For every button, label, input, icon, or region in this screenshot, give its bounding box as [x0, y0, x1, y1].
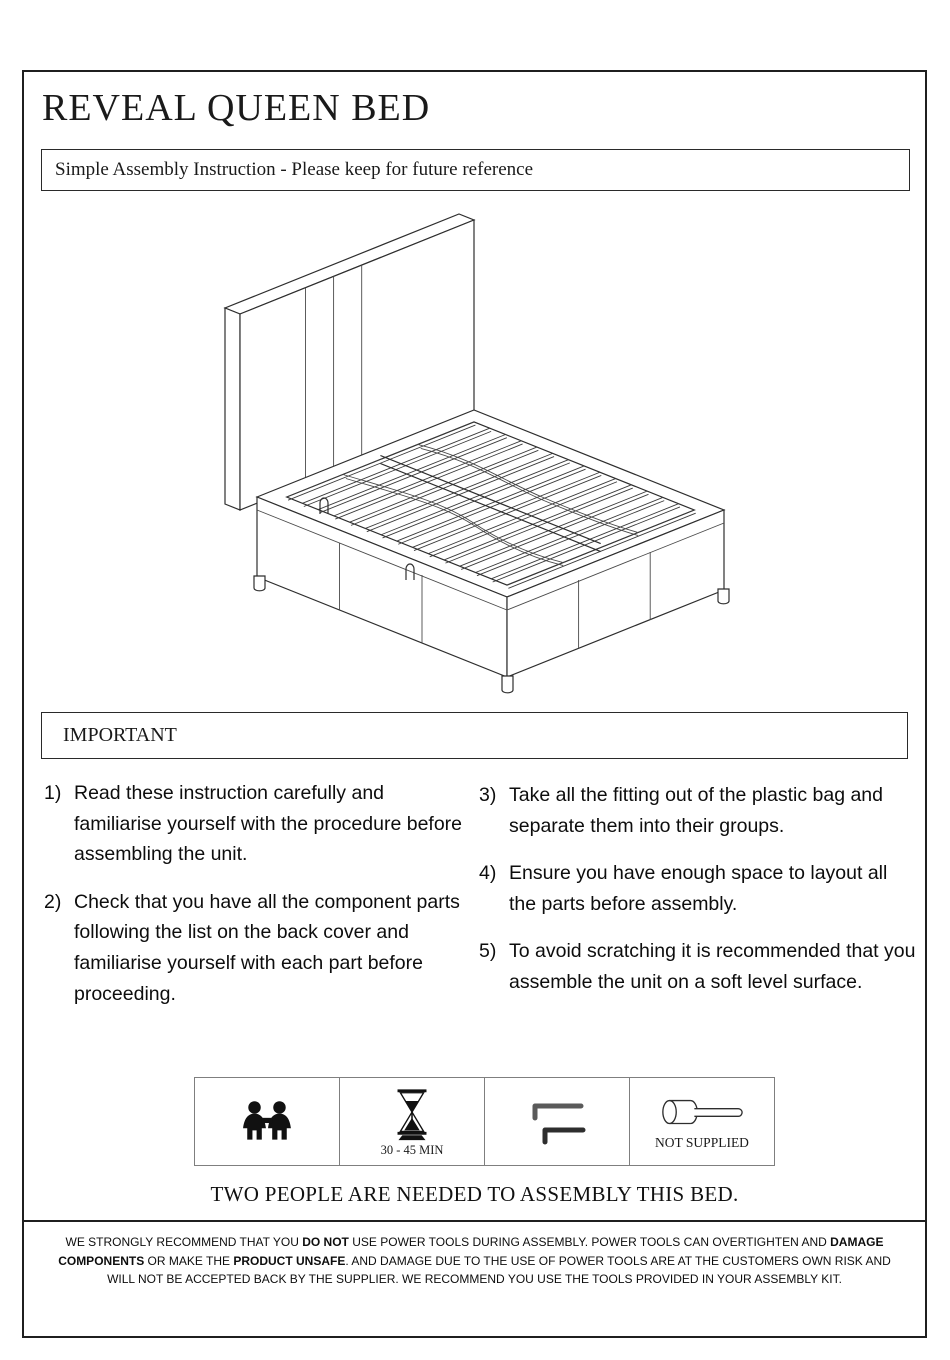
important-label: IMPORTANT: [63, 724, 177, 746]
two-people-cell: [195, 1078, 340, 1165]
instruction-number: 2): [44, 890, 62, 913]
footer-segment: . AND DAMAGE DUE TO THE USE OF POWER TOOLS ARE AT THE CUSTOMERS OWN RISK AND WILL NOT BE ACCEPTED BACK BY THE SUPPLIER. WE RECOMMEND YOU USE THE TOOLS PROVIDED IN YOUR ASSEMBLY KIT.: [107, 1253, 891, 1287]
instructions-left-column: [44, 778, 474, 1026]
subtitle-text: Simple Assembly Instruction - Please keep for future reference: [55, 159, 534, 180]
instruction-item-3: [479, 780, 919, 841]
subtitle-box: [41, 149, 910, 191]
footer-segment: WE STRONGLY RECOMMEND THAT YOU: [65, 1235, 303, 1249]
two-people-note: TWO PEOPLE ARE NEEDED TO ASSEMBLY THIS BED.: [210, 1182, 739, 1206]
instruction-number: 4): [479, 862, 497, 885]
instruction-number: 1): [44, 782, 62, 804]
allen-keys-cell: [485, 1078, 630, 1165]
instruction-item-5: [479, 936, 919, 997]
instruction-text: To avoid scratching it is recommended that you assemble the unit on a soft level surface.: [509, 940, 916, 994]
allen-keys-icon: [521, 1095, 593, 1149]
page-border-frame: [22, 70, 927, 1338]
two-people-icon: [227, 1096, 307, 1148]
instruction-number: 3): [479, 784, 497, 806]
instruction-number: 5): [479, 940, 497, 963]
instructions-right-column: [479, 780, 919, 1015]
bed-illustration: [24, 202, 929, 722]
footer-segment: USE POWER TOOLS DURING ASSEMBLY. POWER TOOLS CAN OVERTIGHTEN AND: [348, 1235, 831, 1249]
footer-warning-text: [52, 1233, 897, 1289]
instruction-item-4: [479, 858, 919, 919]
assembly-time-cell: [340, 1078, 485, 1165]
instruction-text: Take all the fitting out of the plastic bag and separate them into their groups.: [509, 784, 883, 837]
page-title: REVEAL QUEEN BED: [42, 87, 431, 129]
footer-bold-do-not: DO NOT: [302, 1235, 349, 1249]
footer-warning: [24, 1220, 925, 1336]
footer-bold-damage-components: DAMAGE COMPONENTS: [58, 1235, 884, 1268]
important-heading-box: [41, 712, 908, 759]
instruction-text: Read these instruction carefully and familiarise yourself with the procedure before assembling the unit.: [74, 782, 463, 866]
not-supplied-label: NOT SUPPLIED: [655, 1135, 749, 1150]
footer-segment: OR MAKE THE: [144, 1253, 234, 1268]
instruction-text: Ensure you have enough space to layout all the parts before assembly.: [509, 862, 888, 915]
instruction-item-2: [44, 887, 474, 1009]
mallet-icon: [654, 1092, 750, 1134]
assembly-time-label: 30 - 45 MIN: [380, 1142, 444, 1157]
instruction-item-1: [44, 778, 474, 870]
instruction-text: Check that you have all the component parts following the list on the back cover and familiarise yourself with each part before proceeding.: [74, 890, 460, 1005]
footer-bold-product-unsafe: PRODUCT UNSAFE: [233, 1253, 346, 1268]
hourglass-icon: [387, 1086, 437, 1142]
mallet-cell: [630, 1078, 774, 1165]
assembly-icons-table: [194, 1077, 775, 1166]
